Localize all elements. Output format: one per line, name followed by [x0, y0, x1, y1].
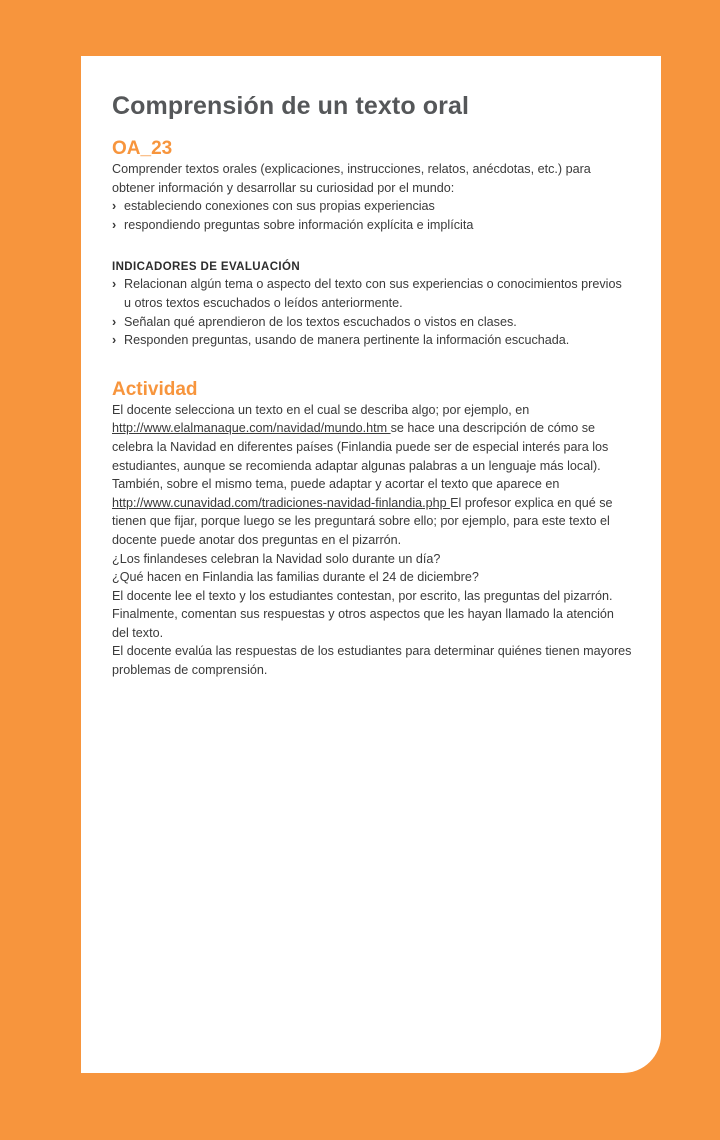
activity-text: se hace una descripción de cómo se celebra la Navidad en diferentes países (Finlandia puede ser de especial interés para los estudiantes, aunque se recomienda adaptar algunas palabras a un lenguaje más local). También, sobre el mismo tema, puede adaptar y acortar el texto que aparece en	[112, 421, 609, 492]
list-item	[112, 197, 632, 216]
list-item-text: Responden preguntas, usando de manera pertinente la información escuchada.	[124, 333, 570, 348]
content-card	[81, 56, 661, 1073]
activity-text: El profesor explica en qué se tienen que fijar, porque luego se les preguntará sobre ello; por ejemplo, para este texto el docente puede anotar dos preguntas en el pizarrón.	[112, 495, 613, 547]
activity-text: El docente selecciona un texto en el cual se describa algo; por ejemplo, en	[112, 402, 530, 417]
chevron-right-icon: ›	[112, 217, 117, 232]
question-1: ¿Los finlandeses celebran la Navidad solo durante un día?	[112, 551, 441, 566]
chevron-right-icon: ›	[112, 277, 117, 292]
list-item-text: estableciendo conexiones con sus propias experiencias	[124, 199, 435, 214]
activity-paragraph-2: El docente lee el texto y los estudiantes contestan, por escrito, las preguntas del pizarrón. Finalmente, comentan sus respuestas y otros aspectos que les hayan llamado la atención del texto.	[112, 588, 614, 640]
activity-paragraph-3: El docente evalúa las respuestas de los estudiantes para determinar quiénes tienen mayores problemas de comprensión.	[112, 644, 632, 678]
list-item-text: respondiendo preguntas sobre información explícita e implícita	[124, 217, 474, 232]
activity-paragraph-1	[112, 401, 632, 550]
list-item	[112, 313, 632, 332]
chevron-right-icon: ›	[112, 199, 117, 214]
activity-heading: Actividad	[112, 378, 198, 400]
chevron-right-icon: ›	[112, 314, 117, 329]
page-title: Comprensión de un texto oral	[112, 92, 469, 120]
objective-code: OA_23	[112, 138, 173, 159]
indicators-list	[112, 275, 632, 349]
list-item	[112, 331, 632, 350]
link-elalmanaque[interactable]: http://www.elalmanaque.com/navidad/mundo.htm	[112, 421, 391, 436]
chevron-right-icon: ›	[112, 333, 117, 348]
objective-list	[112, 197, 632, 234]
link-cunavidad[interactable]: http://www.cunavidad.com/tradiciones-navidad-finlandia.php	[112, 495, 451, 510]
list-item-text: Señalan qué aprendieron de los textos escuchados o vistos en clases.	[124, 314, 517, 329]
list-item-text: Relacionan algún tema o aspecto del texto con sus experiencias o conocimientos previos u otros textos escuchados o leídos anteriormente.	[124, 277, 622, 310]
list-item	[112, 216, 632, 235]
objective-text: Comprender textos orales (explicaciones, instrucciones, relatos, anécdotas, etc.) para obtener información y desarrollar su curiosidad por el mundo:	[112, 162, 591, 195]
list-item	[112, 275, 632, 312]
question-2: ¿Qué hacen en Finlandia las familias durante el 24 de diciembre?	[112, 570, 479, 585]
indicators-heading: INDICADORES DE EVALUACIÓN	[112, 261, 301, 274]
content-body	[112, 90, 632, 680]
